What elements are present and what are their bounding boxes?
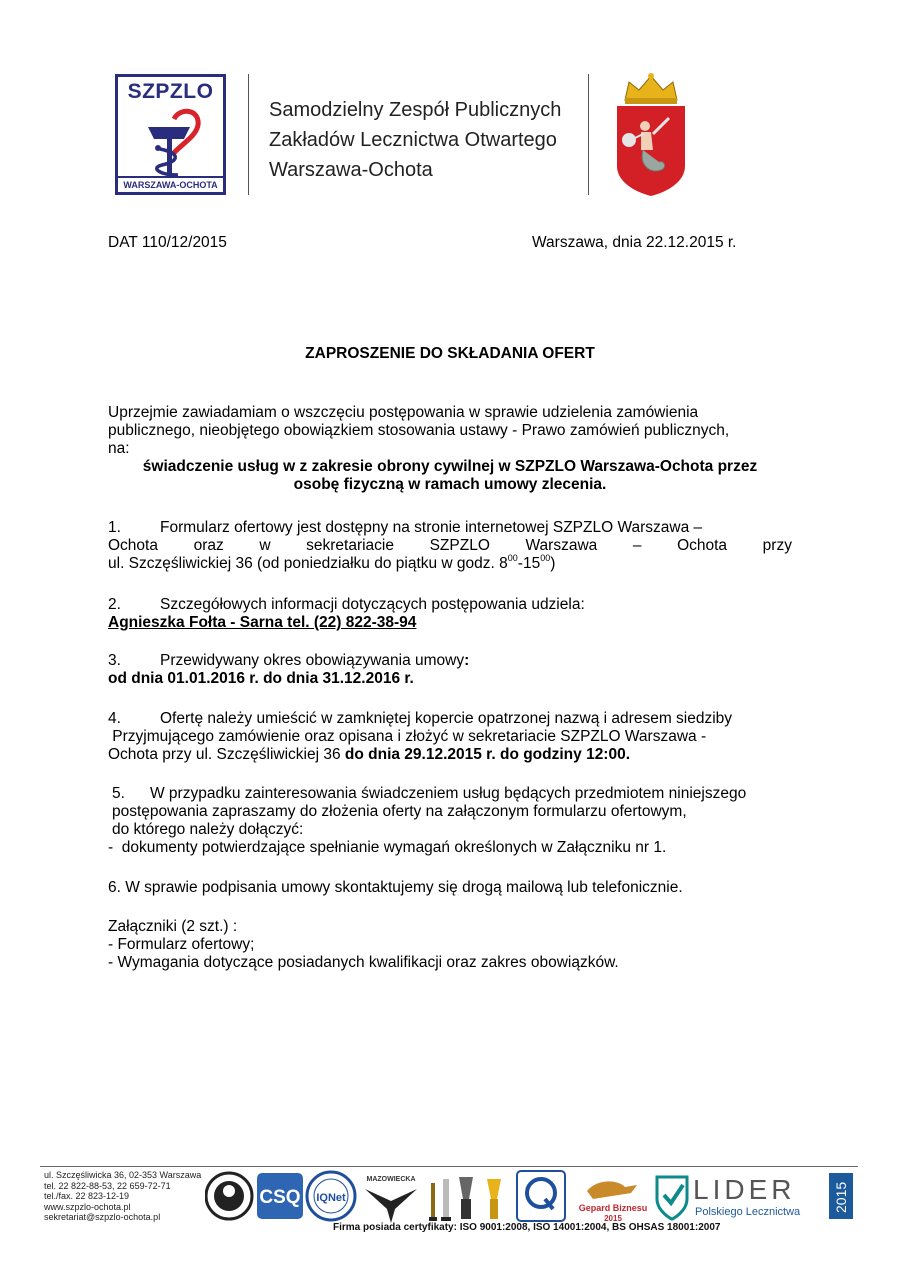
certificate-logos bbox=[205, 1169, 855, 1223]
point-4-deadline: do dnia 29.12.2015 r. do godziny 12:00. bbox=[344, 746, 631, 763]
lider-year: 2015 bbox=[833, 1181, 849, 1213]
intro-paragraph bbox=[108, 404, 792, 494]
point-3-colon: : bbox=[464, 652, 470, 669]
document-reference: DAT 110/12/2015 bbox=[108, 234, 227, 251]
point-1-sup-1: 00 bbox=[507, 552, 518, 563]
mazowiecka-text: MAZOWIECKA bbox=[366, 1176, 416, 1183]
org-line-2: Zakładów Lecznictwa Otwartego bbox=[269, 129, 557, 151]
csq-logo-text: CSQ bbox=[259, 1187, 301, 1208]
point-1-word: oraz bbox=[193, 537, 224, 554]
logo-bottom-text: WARSZAWA-OCHOTA bbox=[118, 176, 223, 192]
csq-logo-icon bbox=[257, 1173, 303, 1219]
footer-divider bbox=[40, 1166, 858, 1167]
point-1-word: Ochota bbox=[108, 537, 158, 554]
footer-address bbox=[44, 1170, 201, 1223]
attachment-2: - Wymagania dotyczące posiadanych kwalifikacji oraz zakres obowiązków. bbox=[108, 954, 619, 971]
logo-top-text: SZPZLO bbox=[127, 80, 214, 103]
attachments-heading: Załączniki (2 szt.) : bbox=[108, 918, 238, 935]
subject-line-2: osobę fizyczną w ramach umowy zlecenia. bbox=[293, 476, 607, 493]
footer-fax-line: tel./fax. 22 823-12-19 bbox=[44, 1191, 130, 1201]
point-3-number: 3. bbox=[108, 652, 121, 669]
gepard-text: Gepard Biznesu bbox=[578, 1203, 648, 1213]
footer-certificates: Firma posiada certyfikaty: ISO 9001:2008, ISO 14001:2004, BS OHSAS 18001:2007 bbox=[333, 1222, 721, 1233]
iqnet-logo-text: IQNet bbox=[316, 1192, 346, 1204]
document-date: Warszawa, dnia 22.12.2015 r. bbox=[532, 234, 737, 251]
point-1-number: 1. bbox=[108, 519, 121, 536]
point-2-number: 2. bbox=[108, 596, 121, 613]
point-1 bbox=[108, 519, 792, 573]
point-1-word: Ochota bbox=[677, 537, 728, 554]
trophy-icons bbox=[429, 1177, 501, 1221]
point-4-address: Ochota przy ul. Szczęśliwickiej 36 bbox=[108, 746, 345, 763]
point-1-hours-c: ) bbox=[550, 555, 556, 572]
intro-line-1 bbox=[108, 404, 792, 422]
org-line-3: Warszawa-Ochota bbox=[269, 159, 433, 181]
header-divider-right bbox=[588, 74, 589, 195]
point-5-line-1 bbox=[108, 785, 792, 803]
point-2-text: Szczegółowych informacji dotyczących postępowania udziela: bbox=[160, 596, 585, 613]
lider-polskiego-lecznictwa-icon bbox=[657, 1173, 853, 1219]
caduceus-heart-icon bbox=[140, 105, 206, 179]
footer-address-line: ul. Szczęśliwicka 36, 02-353 Warszawa bbox=[44, 1170, 202, 1180]
point-1-hours-b: -15 bbox=[517, 555, 541, 572]
point-5-number: 5. bbox=[112, 785, 125, 802]
point-1-word: przy bbox=[762, 537, 792, 554]
intro-line-3: na: bbox=[108, 440, 130, 457]
iqnet-logo-icon bbox=[307, 1172, 355, 1220]
subject-line-1: świadczenie usług w z zakresie obrony cywilnej w SZPZLO Warszawa-Ochota przez bbox=[142, 458, 758, 475]
point-1-hours-a: ul. Szczęśliwickiej 36 (od poniedziałku do piątku w godz. 8 bbox=[108, 555, 508, 572]
point-1-text-1: Formularz ofertowy jest dostępny na stronie internetowej SZPZLO Warszawa – bbox=[160, 519, 703, 536]
point-3-period: od dnia 01.01.2016 r. do dnia 31.12.2016 r. bbox=[108, 670, 414, 687]
point-5 bbox=[108, 785, 792, 857]
seal-logo-icon bbox=[206, 1173, 252, 1219]
intro-text-1: Uprzejmie zawiadamiam o wszczęciu postępowania w sprawie udzielenia zamówienia bbox=[108, 404, 699, 421]
header-divider-left bbox=[248, 74, 249, 195]
point-1-word: w bbox=[259, 537, 271, 554]
point-5-text-1: W przypadku zainteresowania świadczeniem usług będących przedmiotem niniejszego bbox=[150, 785, 747, 802]
point-4-text-1: Ofertę należy umieścić w zamkniętej kopercie opatrzonej nazwą i adresem siedziby bbox=[160, 710, 733, 727]
point-2-contact: Agnieszka Fołta - Sarna tel. (22) 822-38-94 bbox=[108, 614, 417, 631]
point-5-line-3: do którego należy dołączyć: bbox=[112, 821, 304, 838]
point-2 bbox=[108, 596, 792, 632]
attachments bbox=[108, 918, 792, 972]
point-1-sup-2: 00 bbox=[540, 552, 551, 563]
point-1-line-1 bbox=[108, 519, 792, 537]
point-1-word: – bbox=[632, 537, 642, 554]
point-1-word: Warszawa bbox=[525, 537, 598, 554]
footer-phone-line: tel. 22 822-88-53, 22 659-72-71 bbox=[44, 1180, 171, 1191]
lider-subtext: Polskiego Lecznictwa bbox=[695, 1206, 801, 1218]
point-4-line-3 bbox=[108, 746, 792, 764]
lider-text: LIDER bbox=[693, 1174, 796, 1205]
warsaw-coat-of-arms-icon bbox=[607, 70, 695, 198]
point-4 bbox=[108, 710, 792, 764]
point-6: 6. W sprawie podpisania umowy skontaktujemy się drogą mailową lub telefonicznie. bbox=[108, 879, 683, 896]
point-1-line-3 bbox=[108, 552, 792, 573]
mazowiecka-award-icon bbox=[365, 1176, 417, 1223]
footer-email: sekretariat@szpzlo-ochota.pl bbox=[44, 1212, 161, 1222]
point-3-line-1 bbox=[108, 652, 792, 670]
quality-certificate-icon bbox=[517, 1171, 565, 1221]
gepard-year: 2015 bbox=[604, 1214, 622, 1223]
point-2-line-1 bbox=[108, 596, 792, 614]
organization-name bbox=[269, 95, 561, 185]
intro-line-2: publicznego, nieobjętego obowiązkiem stosowania ustawy - Prawo zamówień publicznych, bbox=[108, 422, 730, 439]
point-3 bbox=[108, 652, 792, 688]
point-5-line-4: - dokumenty potwierdzające spełnianie wymagań określonych w Załączniku nr 1. bbox=[108, 839, 667, 856]
point-5-line-2: postępowania zapraszamy do złożenia oferty na załączonym formularzu ofertowym, bbox=[112, 803, 687, 820]
point-4-line-2: Przyjmującego zamówienie oraz opisana i złożyć w sekretariacie SZPZLO Warszawa - bbox=[108, 728, 707, 745]
document-title: ZAPROSZENIE DO SKŁADANIA OFERT bbox=[305, 345, 595, 362]
gepard-biznesu-icon bbox=[579, 1181, 648, 1223]
point-4-number: 4. bbox=[108, 710, 121, 727]
org-line-1: Samodzielny Zespół Publicznych bbox=[269, 99, 562, 121]
point-3-text: Przewidywany okres obowiązywania umowy bbox=[160, 652, 465, 669]
point-1-word: SZPZLO bbox=[429, 537, 490, 554]
point-4-line-1 bbox=[108, 710, 792, 728]
szpzlo-logo bbox=[115, 74, 226, 195]
point-1-line-2 bbox=[108, 537, 792, 555]
attachment-1: - Formularz ofertowy; bbox=[108, 936, 255, 953]
footer-website: www.szpzlo-ochota.pl bbox=[44, 1201, 131, 1212]
point-1-word: sekretariacie bbox=[306, 537, 394, 554]
